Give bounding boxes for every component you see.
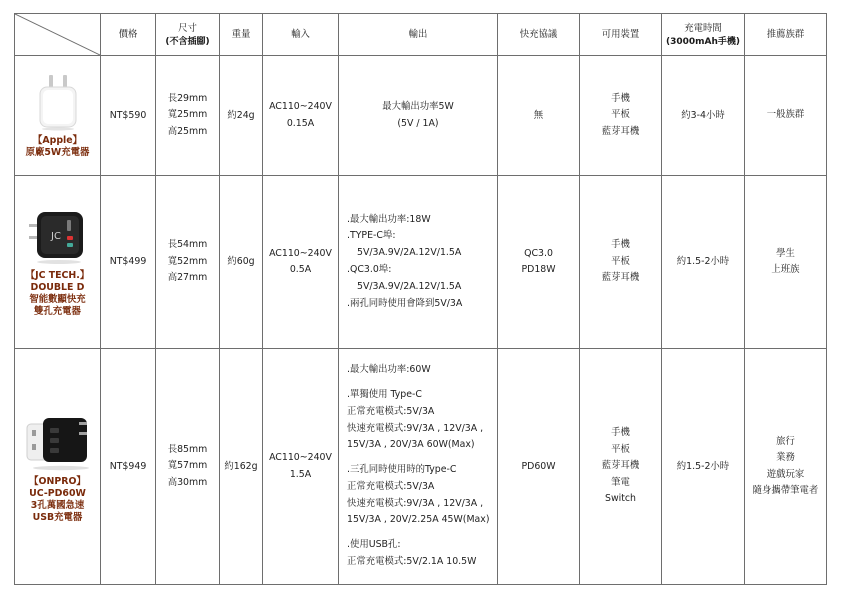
product-name: 【JC TECH.】 DOUBLE D 智能數顯快充 雙孔充電器 <box>25 270 90 317</box>
charge-time-value: 約1.5-2小時 <box>662 349 745 585</box>
price-value: NT$590 <box>101 56 156 176</box>
header-protocol: 快充協議 <box>498 14 580 56</box>
comparison-table <box>14 13 827 585</box>
output-value: .最大輸出功率:60W .單獨使用 Type-C 正常充電模式:5V/3A 快速充電模式:9V/3A , 12V/3A , 15V/3A , 20V/3A 60W(Max) .三孔同時使用時的Type-C 正常充電模式:5V/3A 快速充電模式:9V/3A , 12V/3A , 15V/3A , 20V/2.25A 45W(Max) .使用USB孔: 正常充電模式:5V/2.1A 10.5W <box>339 349 498 585</box>
output-value: .最大輸出功率:18W .TYPE-C埠: 5V/3A.9V/2A.12V/1.5A .QC3.0埠: 5V/3A.9V/2A.12V/1.5A .兩孔同時使用會降到5V/3A <box>339 176 498 349</box>
protocol-value: 無 <box>498 56 580 176</box>
charge-time-value: 約1.5-2小時 <box>662 176 745 349</box>
size-value: 長29mm 寬25mm 高25mm <box>156 56 220 176</box>
svg-text:JC: JC <box>50 231 61 242</box>
product-row-apple <box>15 56 827 176</box>
input-value: AC110~240V 0.15A <box>263 56 339 176</box>
corner-cell <box>15 14 101 56</box>
header-audience: 推薦族群 <box>745 14 827 56</box>
onpro-charger-icon <box>23 410 93 472</box>
diagonal-line <box>15 14 100 55</box>
header-charge-time-label: 充電時間 <box>684 23 722 34</box>
weight-value: 約162g <box>220 349 263 585</box>
devices-value: 手機 平板 藍芽耳機 <box>580 56 662 176</box>
size-value: 長54mm 寬52mm 高27mm <box>156 176 220 349</box>
header-output: 輸出 <box>339 14 498 56</box>
protocol-value: PD60W <box>498 349 580 585</box>
product-row-jc-tech <box>15 176 827 349</box>
input-value: AC110~240V 1.5A <box>263 349 339 585</box>
header-size-sub: (不含插腳) <box>165 37 210 47</box>
audience-value: 一般族群 <box>745 56 827 176</box>
header-charge-time-sub: (3000mAh手機) <box>665 37 741 47</box>
price-value: NT$499 <box>101 176 156 349</box>
weight-value: 約24g <box>220 56 263 176</box>
charge-time-value: 約3-4小時 <box>662 56 745 176</box>
header-size <box>156 14 220 56</box>
header-input: 輸入 <box>263 14 339 56</box>
header-charge-time <box>662 14 745 56</box>
product-name: 【ONPRO】 UC-PD60W 3孔萬國急速 USB充電器 <box>29 475 86 523</box>
input-value: AC110~240V 0.5A <box>263 176 339 349</box>
devices-value: 手機 平板 藍芽耳機 筆電 Switch <box>580 349 662 585</box>
product-cell <box>15 56 101 176</box>
price-value: NT$949 <box>101 349 156 585</box>
audience-value: 旅行 業務 遊戲玩家 隨身攜帶筆電者 <box>745 349 827 585</box>
output-value: 最大輸出功率5W (5V / 1A) <box>339 56 498 176</box>
product-name: 【Apple】 原廠5W充電器 <box>25 134 90 158</box>
product-cell <box>15 176 101 349</box>
header-price: 價格 <box>101 14 156 56</box>
header-row <box>15 14 827 56</box>
product-row-onpro <box>15 349 827 585</box>
jc-tech-charger-icon <box>27 206 89 266</box>
devices-value: 手機 平板 藍芽耳機 <box>580 176 662 349</box>
size-value: 長85mm 寬57mm 高30mm <box>156 349 220 585</box>
header-devices: 可用裝置 <box>580 14 662 56</box>
apple-charger-icon <box>36 73 80 131</box>
header-size-label: 尺寸 <box>178 23 197 34</box>
protocol-value: QC3.0 PD18W <box>498 176 580 349</box>
weight-value: 約60g <box>220 176 263 349</box>
audience-value: 學生 上班族 <box>745 176 827 349</box>
product-cell <box>15 349 101 585</box>
header-weight: 重量 <box>220 14 263 56</box>
